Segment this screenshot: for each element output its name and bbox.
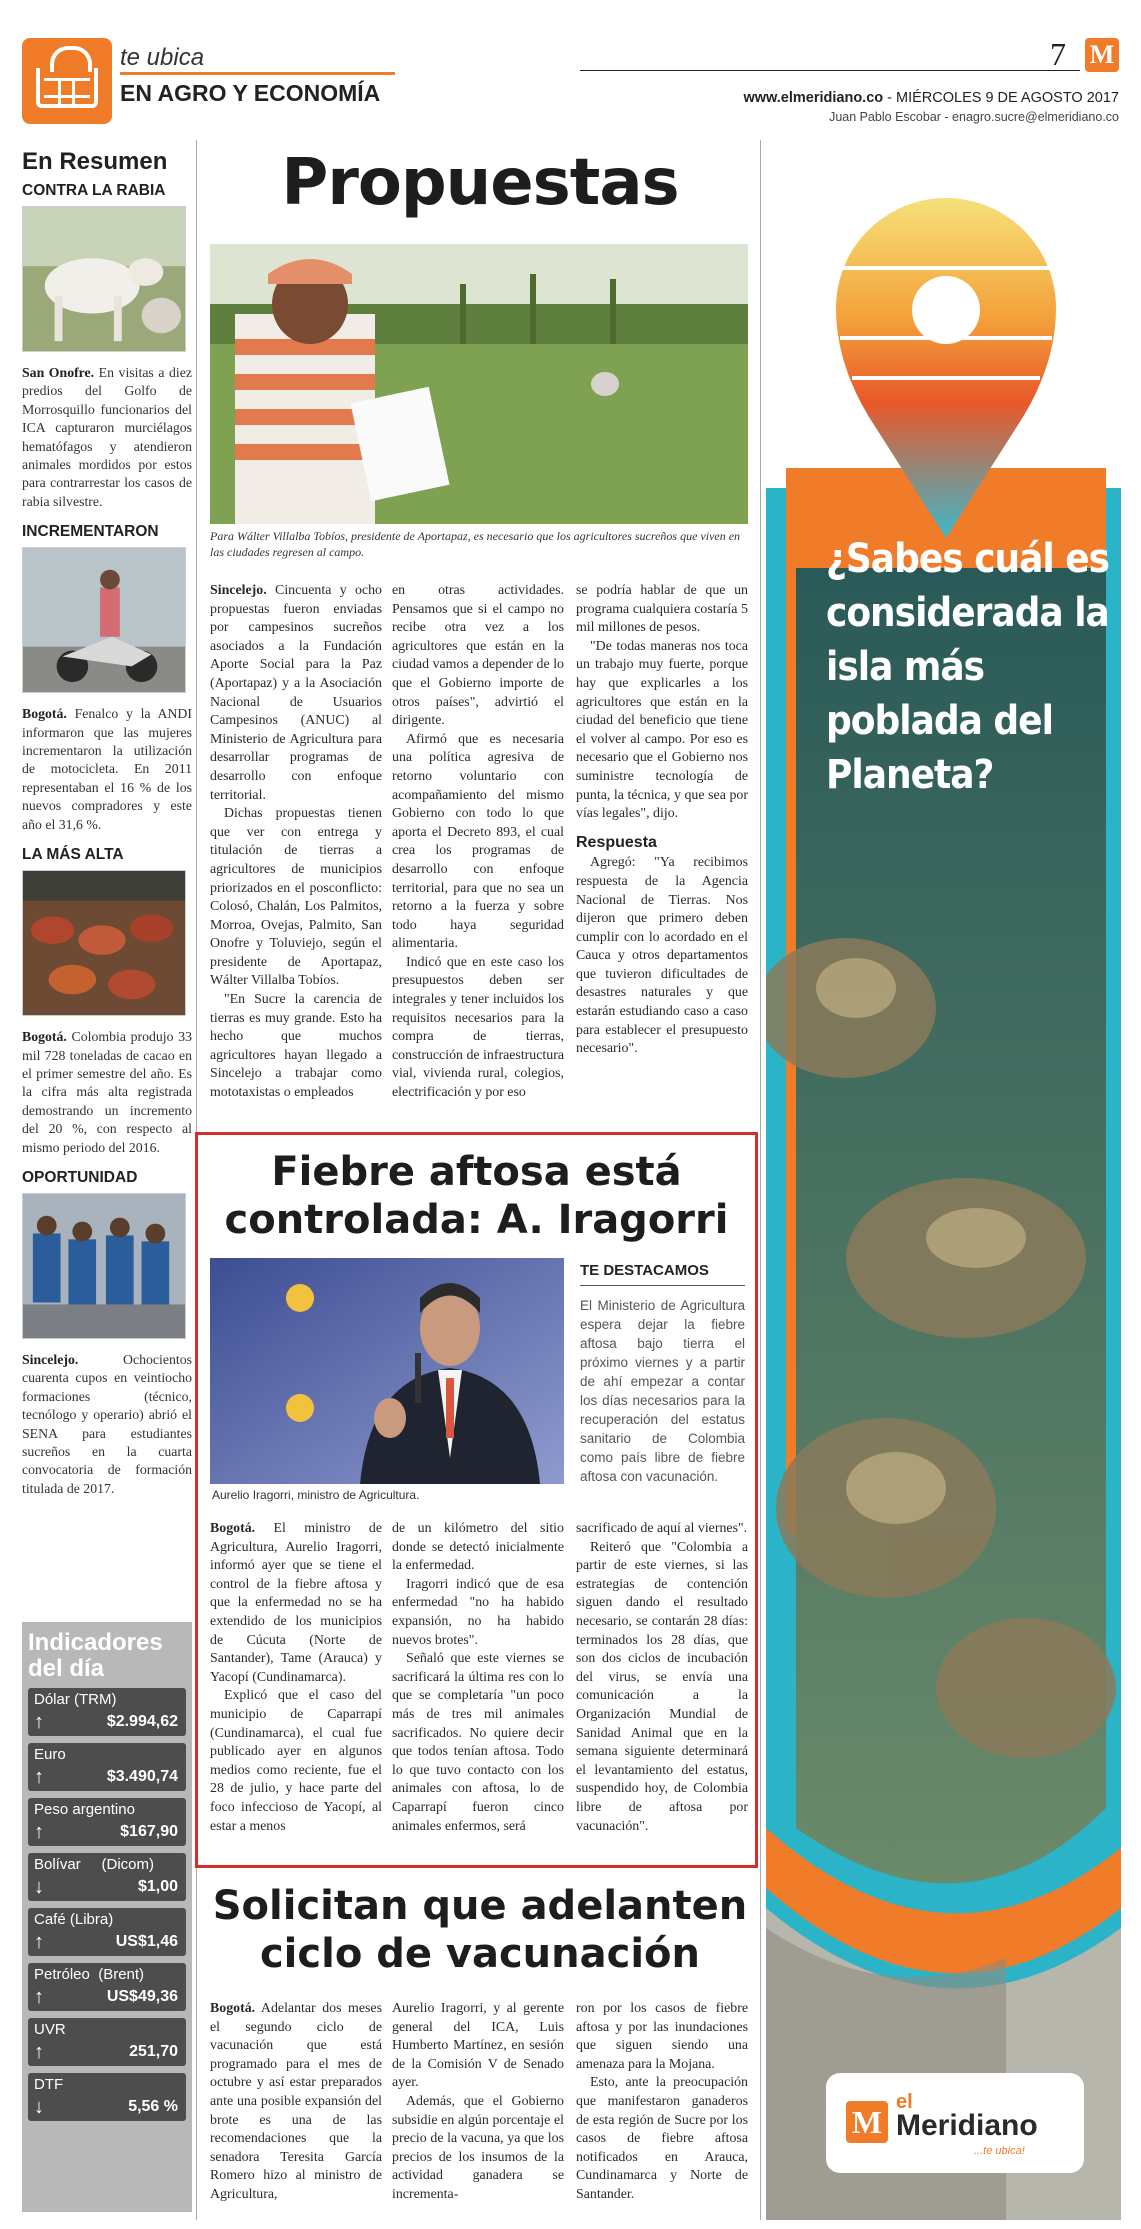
summary-heading: OPORTUNIDAD: [22, 1168, 138, 1186]
sidebar-title: En Resumen: [22, 148, 168, 175]
arrow-up-icon: ↑: [34, 1711, 44, 1733]
indicator-row: Petróleo (Brent) ↑ US$49,36: [28, 1963, 186, 2011]
indicator-row: Bolívar (Dicom) ↓ $1,00: [28, 1853, 186, 1901]
ad-logo-el: el: [896, 2091, 913, 2113]
arrow-up-icon: ↑: [34, 2041, 44, 2063]
dateline: www.elmeridiano.co - MIÉRCOLES 9 DE AGOSTO 2017: [743, 90, 1119, 106]
section-rule: [120, 72, 395, 75]
article-column: de un kilómetro del sitio donde se detectó inicialmente la enfermedad. Iragorri indicó que de esa enfermedad "no ha habido expansión, no ha habido nuevos brotes". Señaló que este viernes se sacrificará la última res con lo que se completaría "un poco más de tres mil animales sacrificados. No quiere decir que todos tenían aftosa. Todo lo que tuvo contacto con los animales con aftosa, lo de Caparrapí fueron cinco animales enfermos, será: [392, 1521, 564, 1834]
summary-sidebar: [22, 148, 192, 1498]
ad-logo-tagline: ...te ubica!: [974, 2145, 1025, 2157]
arrow-up-icon: ↑: [34, 1766, 44, 1788]
website-link[interactable]: www.elmeridiano.co: [743, 90, 884, 106]
summary-text: Bogotá. Colombia produjo 33 mil 728 toneladas de cacao en el primer semestre del año. Es la cifra más alta registrada demostrando un incremento del 20 %, con respecto al mismo periodo del 2016.: [22, 1029, 192, 1155]
minister-photo: [210, 1258, 564, 1484]
ad-background: [766, 128, 1121, 2220]
newspaper-logo-icon: M: [1085, 38, 1119, 72]
article-column: se podría hablar de que un programa cualquiera costaría 5 mil millones de pesos. "De todas maneras nos toca un trabajo muy fuerte, porque hay que explicarles a los agricultores que están en la ciudad del beneficio que tiene el volver al campo. Por eso es necesario que el Gobierno nos suministre tecnología de punta, la técnica, y que sea por vías legales", dijo. Respuesta Agregó: "Ya recibimos respuesta de la Agencia Nacional de Tierras. Nos dijeron que primero deben cumplir con lo acordado en el Cauca y otros departamentos que tuvieron dificultades de desastres naturales y que estarán estudiando caso a caso para establecer el presupuesto necesario".: [576, 583, 748, 1057]
indicator-row: Peso argentino ↑ $167,90: [28, 1798, 186, 1846]
photo-caption: Para Wálter Villalba Tobíos, presidente de Aportapaz, es necesario que los agricultores sucreños que viven en las ciudades regresen al campo.: [210, 529, 741, 559]
summary-text: Sincelejo. Ochocientos cuarenta cupos en veintiocho formaciones (técnico, tecnólogo y operario) abrió el SENA para estudiantes sucreños en la cuarta convocatoria de formación titulada de 2017.: [22, 1351, 192, 1496]
section-name: EN AGRO Y ECONOMÍA: [120, 80, 381, 106]
section-subhead: Respuesta: [576, 833, 657, 851]
indicator-row: Café (Libra) ↑ US$1,46: [28, 1908, 186, 1956]
indicator-row: DTF ↓ 5,56 %: [28, 2073, 186, 2121]
indicator-row: Euro ↑ $3.490,74: [28, 1743, 186, 1791]
section-logo-icon: [22, 38, 112, 124]
arrow-up-icon: ↑: [34, 1931, 44, 1953]
article-column: sacrificado de aquí al viernes". Reiteró que "Colombia a partir de este viernes, si las estrategias de contención siguen dando el resultado necesario, se contarán 28 días: terminados los 28 días, que son dos ciclos de incubación del virus, se envía una comunicación a la Organización Mundial de Sanidad Animal que en la semana siguiente determinará el levantamiento del estatus, suspendido hoy, de Colombia libre de aftosa por vacunación".: [576, 1521, 748, 1834]
photo-caption: Aurelio Iragorri, ministro de Agricultura.: [212, 1488, 420, 1502]
cattle-photo: [22, 206, 186, 352]
article-column: Bogotá. El ministro de Agricultura, Aurelio Iragorri, informó ayer que se tiene el control de la fiebre aftosa y que la enfermedad no se ha extendido de los municipios de Cúcuta (Norte de Santander), Tame (Arauca) y Yacopí (Cundinamarca). Explicó que el caso del municipio de Caparrapí (Cundinamarca), el cual fue publicado ayer en algunos medios como reciente, fue el 28 de julio, y hace parte del foco infeccioso de Yacopí, al estar a menos: [210, 1521, 382, 1834]
summary-text: San Onofre. En visitas a diez predios del Golfo de Morrosquillo funcionarios del ICA capturaron murciélagos hematófagos y atendieron animales mordidos por estos para contrarrestar los casos de rabia silvestre.: [22, 365, 192, 509]
summary-heading: LA MÁS ALTA: [22, 846, 124, 864]
highlights-text: El Ministerio de Agricultura espera dejar la fiebre aftosa bajo tierra el próximo viernes y a partir de ahí empezar a contar los días necesarios para la recuperación del estatus sanitario de Colombia como país libre de fiebre aftosa con vacunación.: [580, 1298, 745, 1484]
motorcycle-photo: [22, 547, 186, 693]
article-column: Bogotá. Adelantar dos meses el segundo ciclo de vacunación que está programado para el mes de octubre y así estar preparados ante una posible expansión del brote es una de las recomendaciones que la senadora Teresita García Romero hizo al ministro de Agricultura,: [210, 2001, 382, 2202]
article-headline: Solicitan que adelanten ciclo de vacunación: [212, 1883, 748, 1977]
indicators-panel: [22, 1622, 192, 2212]
highlights-heading: TE DESTACAMOS: [580, 1262, 745, 1286]
issue-date: MIÉRCOLES 9 DE AGOSTO 2017: [896, 90, 1119, 106]
meridiano-logo-icon: M: [846, 2101, 888, 2143]
header-rule: [580, 70, 1080, 71]
summary-heading: CONTRA LA RABIA: [22, 182, 166, 199]
indicator-row: Dólar (TRM) ↑ $2.994,62: [28, 1688, 186, 1736]
ad-logo: [826, 2073, 1084, 2173]
article-headline: Propuestas: [281, 146, 679, 220]
arrow-up-icon: ↑: [34, 1986, 44, 2008]
arrow-up-icon: ↑: [34, 1821, 44, 1843]
summary-text: Bogotá. Fenalco y la ANDI informaron que las mujeres incrementaron la utilización de motocicleta. En 2011 representaban el 16 % de los nuevos compradores y este año el 31,6 %.: [22, 706, 192, 832]
page-number: 7: [1050, 36, 1066, 72]
section-tagline: te ubica: [120, 44, 205, 71]
students-photo: [22, 1193, 186, 1339]
ad-question: ¿Sabes cuál es considerada la isla más poblada del Planeta?: [826, 536, 1110, 798]
article-column: Aurelio Iragorri, y al gerente general del ICA, Luis Humberto Martínez, en sesión de la Comisión V de Senado ayer. Además, que el Gobierno subsidie en algún porcentaje el precio de la vacuna, ya que los precios de los insumos de la actividad ganadera se incrementa-: [392, 2001, 564, 2202]
advertisement[interactable]: [766, 128, 1121, 2220]
arrow-down-icon: ↓: [34, 1876, 44, 1898]
arrow-down-icon: ↓: [34, 2096, 44, 2118]
indicators-title: Indicadores del día: [28, 1629, 163, 1682]
ad-logo-brand: Meridiano: [896, 2109, 1038, 2142]
column-divider: [760, 140, 761, 2220]
article-column: ron por los casos de fiebre aftosa y por las inundaciones que siguen siendo una amenaza para la Mojana. Esto, ante la preocupación que manifestaron ganaderos de esta región de Sucre por los casos de fiebre aftosa notificados en Arauca, Cundinamarca y Norte de Santander.: [576, 2001, 748, 2202]
farmer-photo: [210, 244, 748, 524]
article-column: Sincelejo. Cincuenta y ocho propuestas fueron enviadas por campesinos sucreños asociados a la Fundación Aporte Social para la Paz (Aportapaz) y a la Asociación Nacional de Usuarios Campesinos (ANUC) al Ministerio de Agricultura para desarrollar programas de desarrollo con enfoque territorial. Dichas propuestas tienen que ver con entrega y titulación de tierras a agricultores de municipios priorizados en el posconflicto: Colosó, Chalán, Los Palmitos, Morroa, Ovejas, Palmito, San Onofre y Toluviejo, según el presidente de Aportapaz, Wálter Villalba Tobíos. "En Sucre la carencia de tierras es muy grande. Esto ha hecho que muchos agricultores hayan llegado a Sincelejo a trabajar como mototaxistas o empleados: [210, 583, 382, 1101]
indicator-row: UVR ↑ 251,70: [28, 2018, 186, 2066]
article-headline: Fiebre aftosa está controlada: A. Iragorri: [224, 1149, 729, 1243]
summary-heading: INCREMENTARON: [22, 523, 159, 541]
cacao-photo: [22, 870, 186, 1016]
byline: Juan Pablo Escobar - enagro.sucre@elmeridiano.co: [829, 110, 1119, 124]
article-column: en otras actividades. Pensamos que si el campo no recibe otra vez a los agricultores que están en la ciudad vamos a depender de lo que el Gobierno importe de otros países", advirtió el dirigente. Afirmó que es necesaria una política agresiva de retorno voluntario con acompañamiento del mismo Gobierno con todo lo que aporta el Decreto 893, el cual crea los programas de desarrollo con enfoque territorial, para que no sea un retorno a la fuerza y sobre todo haya seguridad alimentaria. Indicó que en este caso los presupuestos deben ser integrales y tener incluidos los requisitos necesarios para la compra de tierras, construcción de infraestructura vial, vivienda rural, colegios, electrificación y por eso: [392, 583, 565, 1101]
